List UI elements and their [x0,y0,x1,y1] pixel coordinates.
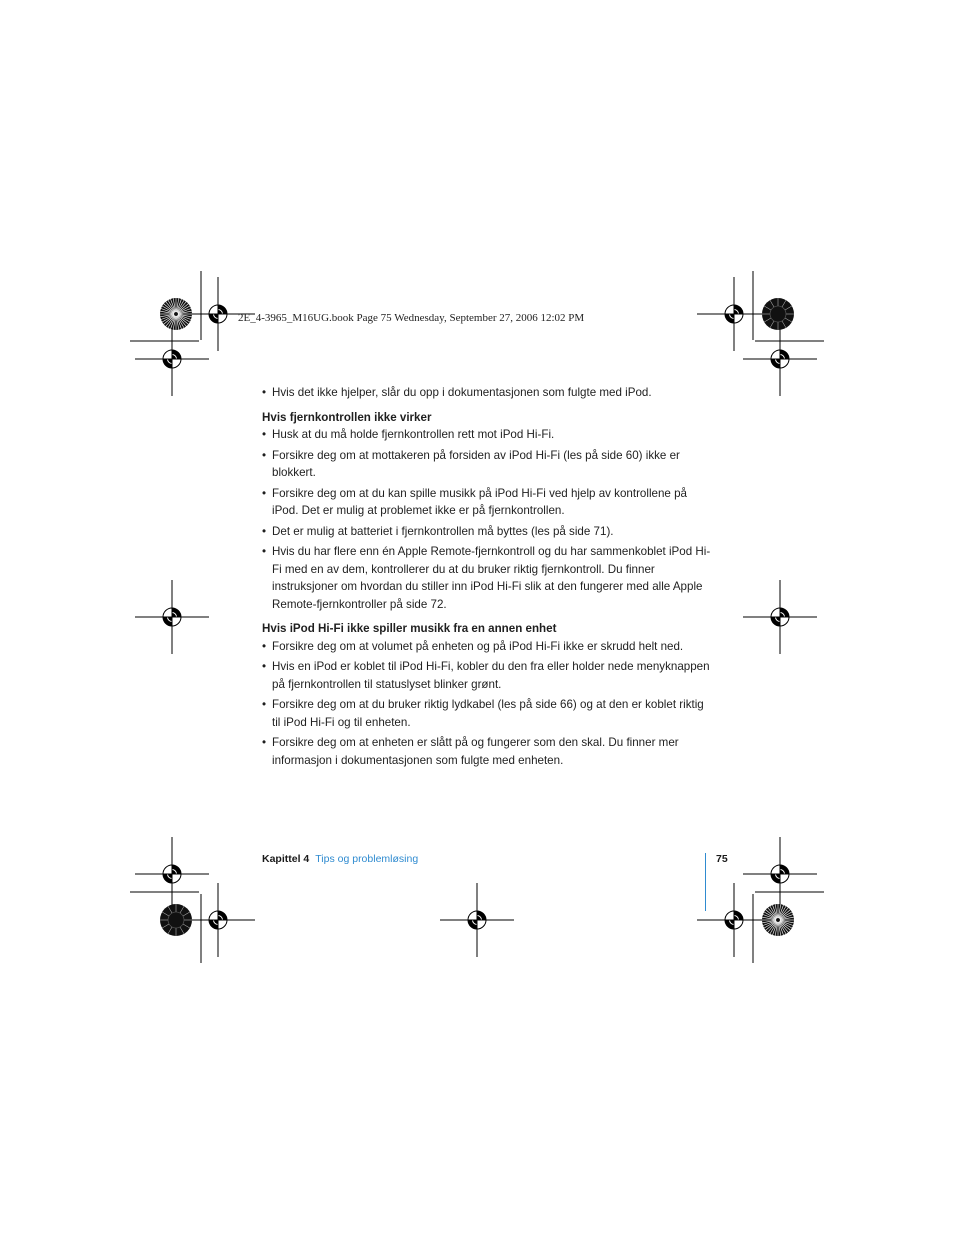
list-item: • Hvis en iPod er koblet til iPod Hi-Fi, kobler du den fra eller holder nede menyknappen på fjernkontrollen til statuslyset blinker grønt. [262,658,712,693]
section-heading: Hvis fjernkontrollen ikke virker [262,410,432,424]
list-item: • Hvis du har flere enn én Apple Remote-fjernkontroll og du har sammenkoblet iPod Hi-Fi med en av dem, kontrollerer du at du bruker riktig fjernkontroll. Du finner instruksjoner om hvordan du stiller inn iPod Hi-Fi slik at den fungerer med alle Apple Remote-fjernkontroller på side 72. [262,543,712,613]
list-item: • Forsikre deg om at mottakeren på forsiden av iPod Hi-Fi (les på side 60) ikke er blokkert. [262,447,712,482]
color-wheel-icon [160,904,192,936]
list-item: • Det er mulig at batteriet i fjernkontrollen må byttes (les på side 71). [262,523,712,541]
registration-mark-icon [181,883,255,957]
footer-divider [705,853,706,911]
registration-mark-icon [743,837,817,911]
list-item: • Hvis det ikke hjelper, slår du opp i dokumentasjonen som fulgte med iPod. [262,384,712,402]
list-item: • Forsikre deg om at volumet på enheten og på iPod Hi-Fi ikke er skrudd helt ned. [262,638,712,656]
registration-mark-icon [135,580,209,654]
registration-mark-icon [743,322,817,396]
list-item: • Forsikre deg om at enheten er slått på og fungerer som den skal. Du finner mer informasjon i dokumentasjonen som fulgte med enheten. [262,734,712,769]
list-item: • Forsikre deg om at du kan spille musikk på iPod Hi-Fi ved hjelp av kontrollene på iPod. Det er mulig at problemet ikke er på fjernkontrollen. [262,485,712,520]
color-wheel-icon [762,904,794,936]
page-number: 75 [716,853,728,865]
registration-mark-icon [743,580,817,654]
list-item: • Husk at du må holde fjernkontrollen rett mot iPod Hi-Fi. [262,426,712,444]
chapter-label: Kapittel 4 [262,853,310,865]
body-text [262,384,712,769]
registration-mark-icon [135,322,209,396]
color-wheel-icon [160,298,192,330]
color-wheel-icon [762,298,794,330]
section-heading: Hvis iPod Hi-Fi ikke spiller musikk fra en annen enhet [262,622,557,635]
chapter-title: Tips og problemløsing [315,853,419,865]
print-slug: 2E_4-3965_M16UG.book Page 75 Wednesday, September 27, 2006 12:02 PM [238,312,585,324]
registration-mark-icon [135,837,209,911]
registration-mark-icon [697,277,771,351]
footer-chapter [262,853,418,865]
registration-mark-icon [697,883,771,957]
list-item: • Forsikre deg om at du bruker riktig lydkabel (les på side 66) og at den er koblet riktig til iPod Hi-Fi og til enheten. [262,696,712,731]
registration-mark-icon [440,883,514,957]
